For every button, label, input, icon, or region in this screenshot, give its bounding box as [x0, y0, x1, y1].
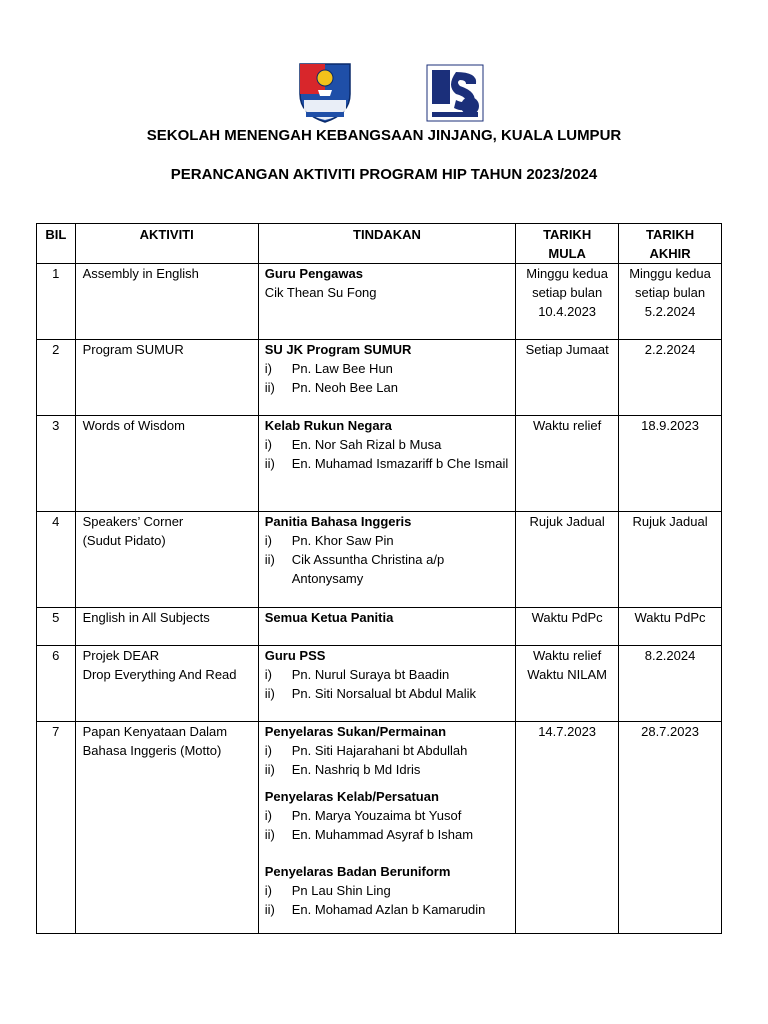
tindakan-title: Penyelaras Badan Beruniform	[264, 864, 451, 879]
cell-aktiviti	[75, 512, 258, 608]
cell-tarikh-akhir	[619, 340, 722, 416]
activity-plan-table	[36, 223, 722, 934]
table-row	[37, 608, 722, 646]
akhir-line: 28.7.2023	[641, 724, 699, 739]
aktiviti-line: Papan Kenyataan Dalam	[82, 724, 228, 739]
akhir-line: Minggu kedua	[629, 266, 711, 281]
person-name: Cik Assuntha Christina a/p Antonysamy	[291, 552, 445, 586]
tindakan-group	[265, 264, 515, 302]
tindakan-title: Kelab Rukun Negara	[264, 418, 392, 433]
cell-tindakan	[258, 608, 515, 646]
tindakan-group	[265, 512, 515, 588]
mula-line: Waktu relief	[533, 648, 602, 663]
tindakan-group	[265, 340, 515, 397]
cell-tarikh-akhir	[619, 722, 722, 934]
item-number: ii)	[264, 552, 275, 567]
mula-line: 14.7.2023	[538, 724, 597, 739]
item-number: ii)	[264, 827, 275, 842]
tindakan-group	[265, 787, 515, 844]
cell-tarikh-mula	[516, 608, 619, 646]
tindakan-group	[265, 416, 515, 473]
cell-bil: 5	[37, 608, 76, 646]
item-number: i)	[264, 808, 272, 823]
cell-bil: 1	[37, 264, 76, 340]
header-aktiviti: AKTIVITI	[75, 224, 258, 264]
person-item	[265, 900, 515, 919]
header-tarikh-mula	[516, 224, 619, 264]
aktiviti-line: English in All Subjects	[82, 610, 210, 625]
cell-tarikh-mula	[516, 646, 619, 722]
cell-aktiviti	[75, 340, 258, 416]
cell-tindakan	[258, 722, 515, 934]
header-bil: BIL	[37, 224, 76, 264]
mula-line: setiap bulan	[532, 285, 603, 300]
akhir-line: setiap bulan	[634, 285, 706, 300]
cell-tindakan	[258, 340, 515, 416]
aktiviti-line: Speakers’ Corner	[82, 514, 184, 529]
cell-tindakan	[258, 646, 515, 722]
item-number: ii)	[264, 762, 275, 777]
cell-aktiviti	[75, 416, 258, 512]
aktiviti-line: Program SUMUR	[82, 342, 184, 357]
table-body	[37, 264, 722, 934]
tindakan-title: Panitia Bahasa Inggeris	[264, 514, 412, 529]
person-name: En. Muhammad Asyraf b Isham	[291, 827, 474, 842]
cell-bil: 3	[37, 416, 76, 512]
cell-tarikh-akhir	[619, 416, 722, 512]
item-number: i)	[264, 437, 272, 452]
person-item	[265, 435, 515, 454]
tindakan-group	[265, 862, 515, 919]
cell-tarikh-mula	[516, 722, 619, 934]
header-akhir-line2: AKHIR	[649, 246, 691, 261]
cell-tarikh-mula	[516, 264, 619, 340]
table-row	[37, 416, 722, 512]
person-item	[265, 359, 515, 378]
cell-tindakan	[258, 264, 515, 340]
item-number: ii)	[264, 456, 275, 471]
tindakan-title: Semua Ketua Panitia	[264, 610, 394, 625]
aktiviti-line: Assembly in English	[82, 266, 199, 281]
person-item	[265, 550, 515, 588]
mula-line: Waktu NILAM	[527, 667, 607, 682]
table-header-row	[37, 224, 722, 264]
aktiviti-line: Words of Wisdom	[82, 418, 185, 433]
person-item: Cik Thean Su Fong	[264, 285, 377, 300]
cell-bil: 4	[37, 512, 76, 608]
person-name: Pn. Neoh Bee Lan	[291, 380, 398, 395]
person-name: Pn. Marya Youzaima bt Yusof	[291, 808, 462, 823]
cell-tindakan	[258, 416, 515, 512]
person-item	[265, 665, 515, 684]
cell-tindakan	[258, 512, 515, 608]
cell-tarikh-mula	[516, 512, 619, 608]
table-row	[37, 512, 722, 608]
aktiviti-line: Drop Everything And Read	[82, 667, 237, 682]
tindakan-title: SU JK Program SUMUR	[264, 342, 412, 357]
logo-bar	[0, 60, 768, 126]
tindakan-title: Guru PSS	[264, 648, 326, 663]
table-row	[37, 722, 722, 934]
aktiviti-line: Bahasa Inggeris (Motto)	[82, 743, 222, 758]
person-name: En. Nor Sah Rizal b Musa	[291, 437, 442, 452]
mula-line: Rujuk Jadual	[529, 514, 605, 529]
aktiviti-line: Projek DEAR	[82, 648, 160, 663]
header-akhir-line1: TARIKH	[645, 227, 695, 242]
cell-aktiviti	[75, 264, 258, 340]
person-item	[265, 378, 515, 397]
person-name: Pn. Law Bee Hun	[291, 361, 393, 376]
cell-tarikh-akhir	[619, 512, 722, 608]
item-number: i)	[264, 533, 272, 548]
tindakan-group	[265, 722, 515, 779]
anniversary-25-logo	[426, 64, 484, 122]
mula-line: Waktu PdPc	[531, 610, 603, 625]
cell-bil: 6	[37, 646, 76, 722]
person-name: Pn. Nurul Suraya bt Baadin	[291, 667, 450, 682]
person-item	[265, 881, 515, 900]
akhir-line: 18.9.2023	[641, 418, 699, 433]
cell-tarikh-mula	[516, 340, 619, 416]
cell-bil: 7	[37, 722, 76, 934]
item-number: i)	[264, 743, 272, 758]
cell-aktiviti	[75, 646, 258, 722]
akhir-line: 8.2.2024	[644, 648, 696, 663]
akhir-line: 5.2.2024	[644, 304, 696, 319]
school-name-heading: SEKOLAH MENENGAH KEBANGSAAN JINJANG, KUALA LUMPUR	[146, 127, 622, 144]
cell-aktiviti	[75, 608, 258, 646]
tindakan-title: Penyelaras Kelab/Persatuan	[264, 789, 439, 804]
person-item	[265, 825, 515, 844]
item-number: i)	[264, 883, 272, 898]
tindakan-group	[265, 608, 515, 627]
plan-title-heading: PERANCANGAN AKTIVITI PROGRAM HIP TAHUN 2023/2024	[170, 166, 598, 183]
header-tarikh-akhir	[619, 224, 722, 264]
person-item	[265, 531, 515, 550]
table-row	[37, 646, 722, 722]
tindakan-title: Penyelaras Sukan/Permainan	[264, 724, 447, 739]
person-item	[265, 741, 515, 760]
person-item	[265, 684, 515, 703]
item-number: ii)	[264, 686, 275, 701]
cell-tarikh-akhir	[619, 608, 722, 646]
person-name: En. Mohamad Azlan b Kamarudin	[291, 902, 486, 917]
item-number: ii)	[264, 902, 275, 917]
mula-line: Minggu kedua	[526, 266, 608, 281]
header-mula-line1: TARIKH	[543, 227, 592, 242]
aktiviti-line: (Sudut Pidato)	[82, 533, 166, 548]
item-number: i)	[264, 667, 272, 682]
person-name: En. Muhamad Ismazariff b Che Ismail	[291, 456, 509, 471]
person-name: Pn. Siti Hajarahani bt Abdullah	[291, 743, 468, 758]
person-name: Pn. Khor Saw Pin	[291, 533, 394, 548]
mula-line: Waktu relief	[533, 418, 602, 433]
table-row	[37, 264, 722, 340]
mula-line: 10.4.2023	[538, 304, 597, 319]
person-item	[265, 806, 515, 825]
person-item	[265, 454, 515, 473]
akhir-line: Waktu PdPc	[634, 610, 706, 625]
person-item	[265, 760, 515, 779]
person-name: Pn Lau Shin Ling	[291, 883, 391, 898]
table-row	[37, 340, 722, 416]
akhir-line: Rujuk Jadual	[632, 514, 708, 529]
tindakan-title: Guru Pengawas	[264, 266, 363, 281]
mula-line: Setiap Jumaat	[525, 342, 609, 357]
person-name: En. Nashriq b Md Idris	[291, 762, 421, 777]
cell-aktiviti	[75, 722, 258, 934]
school-crest-logo	[296, 60, 354, 124]
cell-bil: 2	[37, 340, 76, 416]
cell-tarikh-akhir	[619, 646, 722, 722]
cell-tarikh-mula	[516, 416, 619, 512]
tindakan-group	[265, 646, 515, 703]
item-number: ii)	[264, 380, 275, 395]
person-name: Pn. Siti Norsalual bt Abdul Malik	[291, 686, 476, 701]
header-mula-line2: MULA	[548, 246, 586, 261]
akhir-line: 2.2.2024	[644, 342, 696, 357]
cell-tarikh-akhir	[619, 264, 722, 340]
item-number: i)	[264, 361, 272, 376]
header-tindakan: TINDAKAN	[258, 224, 515, 264]
